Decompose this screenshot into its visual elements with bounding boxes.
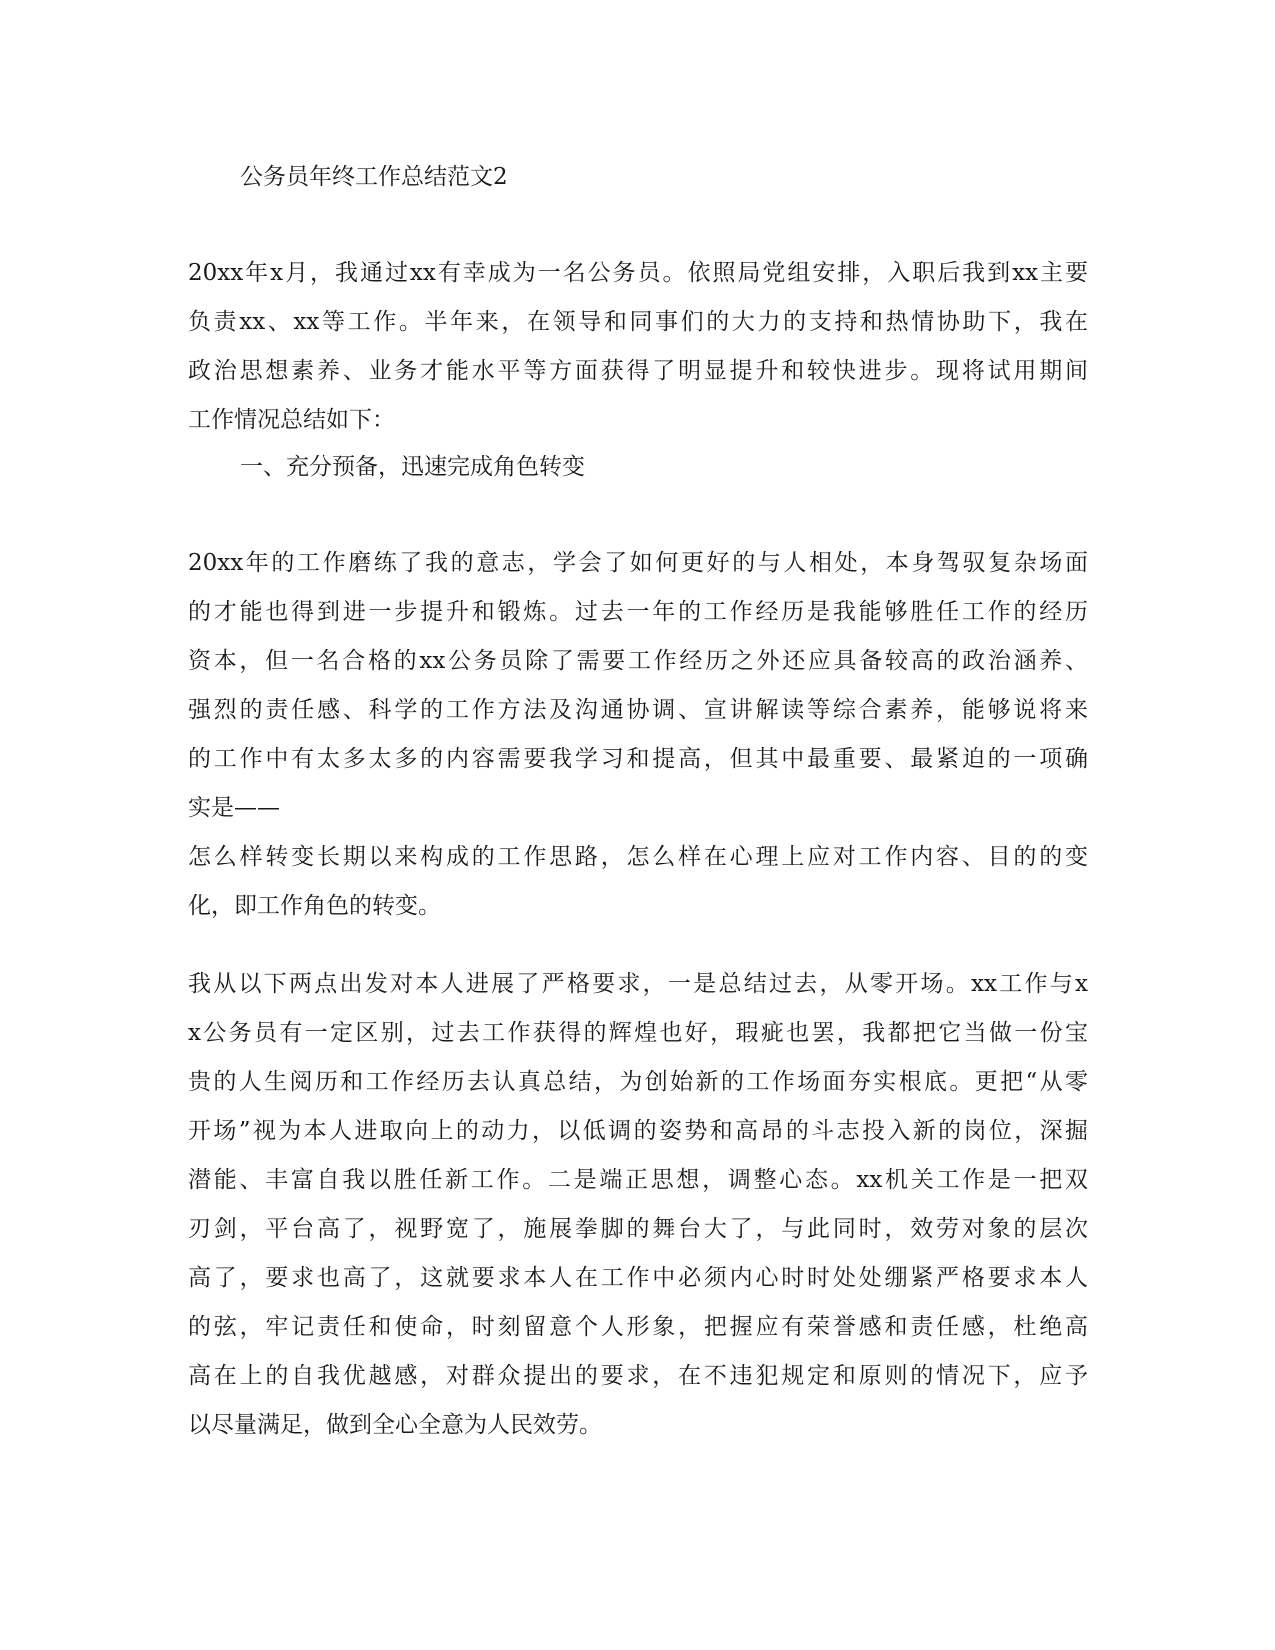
- paragraph-line: 20xx年的工作磨练了我的意志，学会了如何更好的与人相处，本身驾驭复杂场面: [188, 550, 1088, 576]
- paragraph-line: 怎么样转变长期以来构成的工作思路，怎么样在心理上应对工作内容、目的的变: [188, 844, 1088, 870]
- paragraph-line: x公务员有一定区别，过去工作获得的辉煌也好，瑕疵也罢，我都把它当做一份宝: [188, 1020, 1088, 1046]
- paragraph-line: 我从以下两点出发对本人进展了严格要求，一是总结过去，从零开场。xx工作与x: [188, 971, 1088, 997]
- paragraph-line: 20xx年x月，我通过xx有幸成为一名公务员。依照局党组安排，入职后我到xx主要: [188, 260, 1088, 286]
- paragraph-line: 高了，要求也高了，这就要求本人在工作中必须内心时时处处绷紧严格要求本人: [188, 1265, 1088, 1291]
- paragraph-line: 负责xx、xx等工作。半年来，在领导和同事们的大力的支持和热情协助下，我在: [188, 309, 1088, 335]
- paragraph-line: 工作情况总结如下：: [188, 407, 395, 433]
- paragraph-requirements: [188, 960, 1088, 1450]
- paragraph-line: 强烈的责任感、科学的工作方法及沟通协调、宣讲解读等综合素养，能够说将来: [188, 697, 1088, 723]
- document-title: 公务员年终工作总结范文2: [240, 164, 508, 190]
- paragraph-line: 化，即工作角色的转变。: [188, 893, 441, 919]
- paragraph-line: 的才能也得到进一步提升和锻炼。过去一年的工作经历是我能够胜任工作的经历: [188, 599, 1088, 625]
- paragraph-line: 开场”视为本人进取向上的动力，以低调的姿势和高昂的斗志投入新的岗位，深掘: [188, 1118, 1088, 1144]
- section-heading: 一、充分预备，迅速完成角色转变: [240, 454, 585, 480]
- paragraph-line: 高在上的自我优越感，对群众提出的要求，在不违犯规定和原则的情况下，应予: [188, 1363, 1088, 1389]
- paragraph-line: 贵的人生阅历和工作经历去认真总结，为创始新的工作场面夯实根底。更把“从零: [188, 1069, 1088, 1095]
- paragraph-line: 潜能、丰富自我以胜任新工作。二是端正思想，调整心态。xx机关工作是一把双: [188, 1167, 1088, 1193]
- paragraph-line: 的弦，牢记责任和使命，时刻留意个人形象，把握应有荣誉感和责任感，杜绝高: [188, 1314, 1088, 1340]
- paragraph-line: 政治思想素养、业务才能水平等方面获得了明显提升和较快进步。现将试用期间: [188, 358, 1088, 384]
- paragraph-line: 以尽量满足，做到全心全意为人民效劳。: [188, 1412, 602, 1438]
- paragraph-line: 实是——: [188, 795, 280, 821]
- paragraph-line: 的工作中有太多太多的内容需要我学习和提高，但其中最重要、最紧迫的一项确: [188, 746, 1088, 772]
- paragraph-line: 资本，但一名合格的xx公务员除了需要工作经历之外还应具备较高的政治涵养、: [188, 648, 1088, 674]
- paragraph-intro: [188, 249, 1088, 445]
- paragraph-experience: [188, 539, 1088, 931]
- paragraph-line: 刃剑，平台高了，视野宽了，施展拳脚的舞台大了，与此同时，效劳对象的层次: [188, 1216, 1088, 1242]
